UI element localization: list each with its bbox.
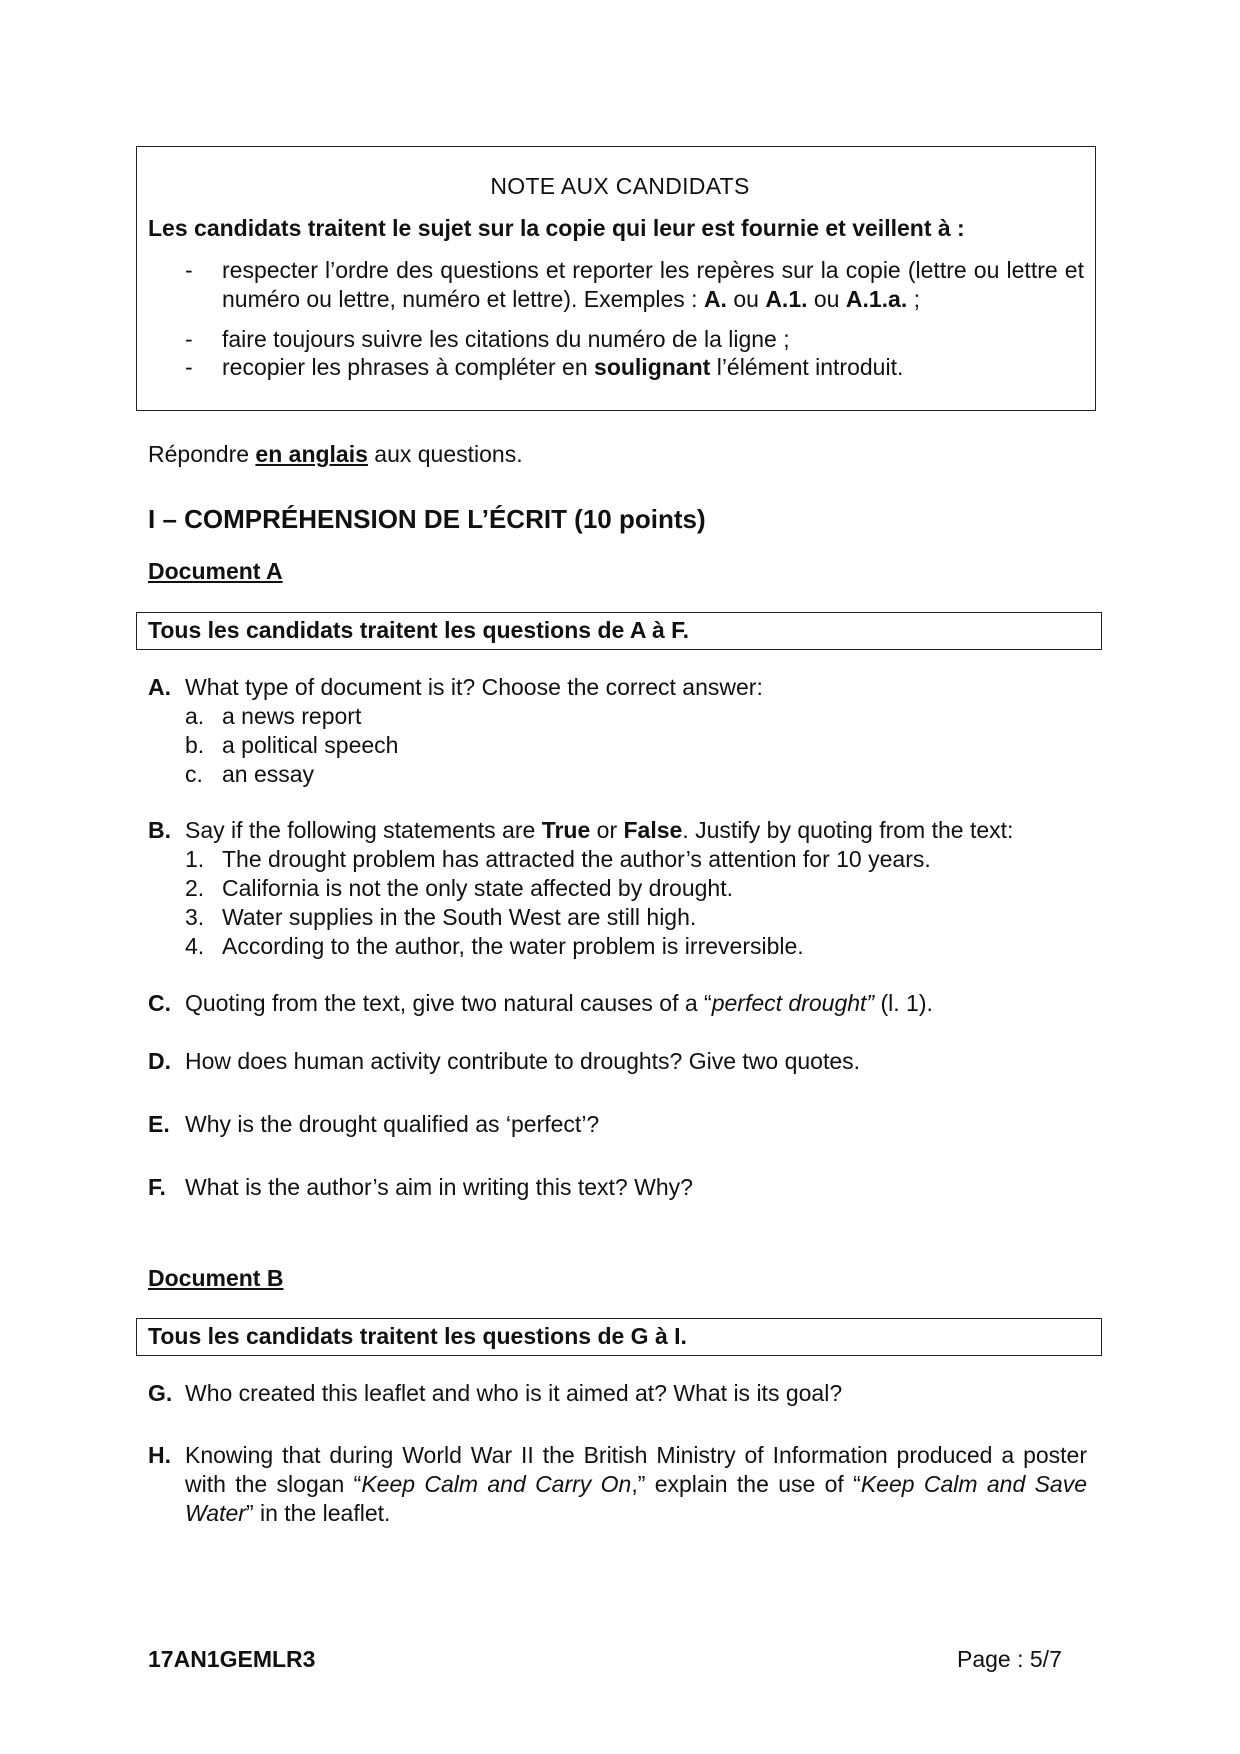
question-b-text: Say if the following statements are True or False. Justify by quoting from the text: — [185, 817, 1014, 843]
note-dash: - — [185, 354, 193, 380]
section-title: I – COMPRÉHENSION DE L’ÉCRIT (10 points) — [148, 504, 706, 534]
question-g-text: Who created this leaflet and who is it aimed at? What is its goal? — [185, 1380, 843, 1406]
option-label: c. — [185, 761, 203, 787]
question-e-text: Why is the drought qualified as ‘perfect’? — [185, 1111, 600, 1137]
statement-text: The drought problem has attracted the author’s attention for 10 years. — [222, 846, 931, 872]
question-e-letter: E. — [148, 1111, 170, 1137]
statement-text: According to the author, the water problem is irreversible. — [222, 933, 804, 959]
question-f-letter: F. — [148, 1174, 166, 1200]
option-label: b. — [185, 732, 205, 758]
question-d-text: How does human activity contribute to droughts? Give two quotes. — [185, 1048, 861, 1074]
question-f-text: What is the author’s aim in writing this text? Why? — [185, 1174, 693, 1200]
document-a-heading: Document A — [148, 558, 283, 584]
question-a-letter: A. — [148, 674, 171, 700]
document-b-heading: Document B — [148, 1265, 284, 1291]
option-label: a. — [185, 703, 205, 729]
question-d-letter: D. — [148, 1048, 171, 1074]
option-text: an essay — [222, 761, 315, 787]
question-h-letter: H. — [148, 1442, 171, 1468]
statement-number: 3. — [185, 904, 205, 930]
statement-number: 2. — [185, 875, 205, 901]
option-text: a political speech — [222, 732, 399, 758]
note-dash: - — [185, 257, 193, 283]
note-item-underline: recopier les phrases à compléter en soulignant l’élément introduit. — [222, 354, 904, 380]
note-item-order: respecter l’ordre des questions et reporter les repères sur la copie (lettre ou lettre et numéro ou lettre, numéro et lettre). Exemples : A. ou A.1. ou A.1.a. ; — [222, 257, 1084, 312]
statement-number: 4. — [185, 933, 205, 959]
question-a-text: What type of document is it? Choose the correct answer: — [185, 674, 763, 700]
document-a-instruction-box: Tous les candidats traitent les questions de A à F. — [136, 612, 1102, 650]
document-b-instruction-box: Tous les candidats traitent les questions de G à I. — [136, 1318, 1102, 1356]
question-c-text: Quoting from the text, give two natural causes of a “perfect drought” (l. 1). — [185, 990, 933, 1016]
statement-text: Water supplies in the South West are still high. — [222, 904, 697, 930]
footer-page-number: Page : 5/7 — [957, 1646, 1062, 1672]
note-title: NOTE AUX CANDIDATS — [490, 173, 750, 199]
question-b-letter: B. — [148, 817, 171, 843]
question-c-letter: C. — [148, 990, 171, 1016]
option-text: a news report — [222, 703, 362, 729]
statement-text: California is not the only state affected by drought. — [222, 875, 733, 901]
note-dash: - — [185, 326, 193, 352]
answer-language-instruction: Répondre en anglais aux questions. — [148, 441, 523, 467]
question-h-text: Knowing that during World War II the British Ministry of Information produced a poster with the slogan “Keep Calm and Carry On,” explain the use of “Keep Calm and Save Water” in the leaflet. — [185, 1442, 1087, 1526]
note-intro: Les candidats traitent le sujet sur la copie qui leur est fournie et veillent à : — [148, 215, 965, 241]
statement-number: 1. — [185, 846, 205, 872]
question-g-letter: G. — [148, 1380, 173, 1406]
note-item-citations: faire toujours suivre les citations du numéro de la ligne ; — [222, 326, 790, 352]
footer-subject-code: 17AN1GEMLR3 — [148, 1646, 316, 1672]
